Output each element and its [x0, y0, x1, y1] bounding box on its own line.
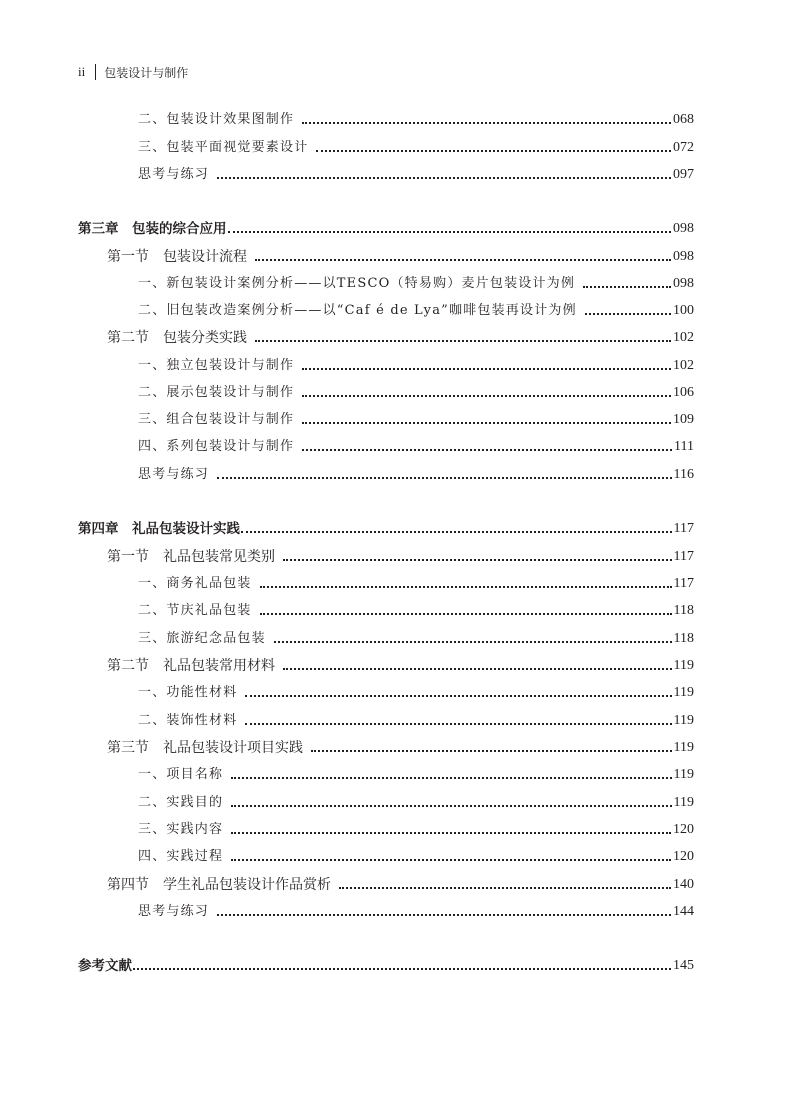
- toc-item-entry[interactable]: [138, 766, 694, 784]
- toc-entry-title: 一、新包装设计案例分析——以TESCO（特易购）麦片包装设计为例: [138, 276, 576, 291]
- dot-leader: [260, 586, 672, 588]
- dot-leader: [302, 368, 671, 370]
- toc-entry-title: 第三章 包装的综合应用: [78, 221, 227, 237]
- toc-entry-title: 思考与练习: [138, 167, 210, 182]
- toc-section-entry[interactable]: [107, 248, 694, 266]
- dot-leader: [231, 859, 671, 861]
- dot-leader: [283, 668, 672, 670]
- dot-leader: [316, 150, 671, 152]
- toc-entry-title: 参考文献: [78, 958, 132, 974]
- toc-item-entry[interactable]: [138, 575, 694, 593]
- toc-entry-title: 三、组合包装设计与制作: [138, 412, 295, 427]
- dot-leader: [260, 613, 672, 615]
- toc-item-entry[interactable]: [138, 466, 694, 484]
- toc-entry-title: 四、实践过程: [138, 849, 224, 864]
- dot-leader: [231, 777, 671, 779]
- toc-chapter-entry[interactable]: [78, 520, 694, 538]
- dot-leader: [217, 177, 671, 179]
- toc-item-entry[interactable]: [138, 602, 694, 620]
- header-book-title: 包装设计与制作: [104, 65, 189, 80]
- toc-item-entry[interactable]: [138, 275, 694, 293]
- dot-leader: [217, 477, 672, 479]
- toc-entry-page-number: 068: [673, 112, 694, 127]
- toc-item-entry[interactable]: [138, 357, 694, 375]
- toc-entry-page-number: 102: [673, 330, 694, 345]
- dot-leader: [302, 122, 671, 124]
- toc-entry-page-number: 119: [673, 795, 694, 810]
- toc-entry-page-number: 120: [673, 822, 694, 837]
- toc-entry-page-number: 098: [673, 249, 694, 264]
- toc-entry-page-number: 140: [673, 877, 694, 892]
- toc-entry-page-number: 098: [673, 221, 694, 236]
- toc-item-entry[interactable]: [138, 438, 694, 456]
- dot-leader: [245, 695, 671, 697]
- dot-leader: [583, 286, 671, 288]
- dot-leader: [302, 395, 671, 397]
- toc-entry-title: 第二节 包装分类实践: [107, 330, 247, 346]
- toc-entry-title: 第一节 包装设计流程: [107, 249, 247, 265]
- dot-leader: [255, 259, 671, 261]
- toc-section-entry[interactable]: [107, 548, 694, 566]
- toc-chapter-entry[interactable]: [78, 957, 694, 975]
- toc-entry-title: 第四章 礼品包装设计实践: [78, 521, 240, 537]
- toc-entry-page-number: 102: [673, 358, 694, 373]
- toc-entry-page-number: 097: [673, 167, 694, 182]
- toc-item-entry[interactable]: [138, 684, 694, 702]
- toc-section-entry[interactable]: [107, 739, 694, 757]
- toc-entry-page-number: 117: [673, 576, 694, 591]
- toc-entry-page-number: 098: [673, 276, 694, 291]
- toc-section-entry[interactable]: [107, 876, 694, 894]
- toc-entry-page-number: 111: [674, 439, 694, 454]
- toc-item-entry[interactable]: [138, 384, 694, 402]
- toc-entry-title: 二、包装设计效果图制作: [138, 112, 295, 127]
- header-page-number: ii: [78, 64, 86, 79]
- toc-entry-page-number: 119: [673, 685, 694, 700]
- dot-leader: [339, 887, 671, 889]
- toc-entry-page-number: 106: [673, 385, 694, 400]
- toc-item-entry[interactable]: [138, 411, 694, 429]
- toc-item-entry[interactable]: [138, 903, 694, 921]
- toc-item-entry[interactable]: [138, 630, 694, 648]
- toc-item-entry[interactable]: [138, 139, 694, 157]
- toc-entry-title: 三、实践内容: [138, 822, 224, 837]
- toc-entry-page-number: 120: [673, 849, 694, 864]
- toc-entry-page-number: 119: [673, 740, 694, 755]
- toc-item-entry[interactable]: [138, 111, 694, 129]
- toc-entry-page-number: 119: [673, 767, 694, 782]
- toc-section-entry[interactable]: [107, 657, 694, 675]
- toc-entry-title: 第三节 礼品包装设计项目实践: [107, 740, 303, 756]
- toc-item-entry[interactable]: [138, 712, 694, 730]
- toc-entry-title: 四、系列包装设计与制作: [138, 439, 295, 454]
- dot-leader: [241, 531, 672, 533]
- toc-entry-page-number: 119: [673, 713, 694, 728]
- dot-leader: [228, 231, 672, 233]
- dot-leader: [302, 449, 672, 451]
- dot-leader: [283, 559, 672, 561]
- toc-entry-title: 三、包装平面视觉要素设计: [138, 140, 309, 155]
- toc-entry-title: 思考与练习: [138, 904, 210, 919]
- toc-entry-title: 第二节 礼品包装常用材料: [107, 658, 275, 674]
- dot-leader: [311, 750, 672, 752]
- dot-leader: [133, 968, 671, 970]
- toc-entry-page-number: 145: [673, 958, 694, 973]
- header-divider: [95, 64, 96, 80]
- toc-entry-title: 一、功能性材料: [138, 685, 238, 700]
- toc-entry-title: 二、实践目的: [138, 795, 224, 810]
- dot-leader: [217, 914, 671, 916]
- dot-leader: [274, 641, 672, 643]
- toc-entry-title: 二、展示包装设计与制作: [138, 385, 295, 400]
- toc-entry-page-number: 116: [673, 467, 694, 482]
- toc-entry-title: 三、旅游纪念品包装: [138, 631, 266, 646]
- toc-item-entry[interactable]: [138, 302, 694, 320]
- dot-leader: [231, 832, 671, 834]
- toc-entry-title: 二、装饰性材料: [138, 713, 238, 728]
- toc-entry-page-number: 144: [673, 904, 694, 919]
- toc-entry-title: 二、节庆礼品包装: [138, 603, 252, 618]
- toc-entry-page-number: 119: [673, 658, 694, 673]
- dot-leader: [585, 313, 671, 315]
- toc-chapter-entry[interactable]: [78, 220, 694, 238]
- dot-leader: [231, 805, 671, 807]
- toc-entry-page-number: 118: [673, 603, 694, 618]
- toc-entry-title: 一、商务礼品包装: [138, 576, 252, 591]
- dot-leader: [255, 340, 671, 342]
- toc-item-entry[interactable]: [138, 848, 694, 866]
- toc-entry-title: 第四节 学生礼品包装设计作品赏析: [107, 877, 331, 893]
- toc-entry-title: 第一节 礼品包装常见类别: [107, 549, 275, 565]
- dot-leader: [302, 422, 671, 424]
- toc-item-entry[interactable]: [138, 821, 694, 839]
- toc-entry-title: 思考与练习: [138, 467, 210, 482]
- toc-entry-page-number: 117: [673, 549, 694, 564]
- toc-item-entry[interactable]: [138, 794, 694, 812]
- toc-entry-page-number: 117: [673, 521, 694, 536]
- toc-entry-page-number: 118: [673, 631, 694, 646]
- running-header: [78, 63, 188, 81]
- toc-entry-page-number: 100: [673, 303, 694, 318]
- toc-entry-page-number: 109: [673, 412, 694, 427]
- toc-entry-title: 一、项目名称: [138, 767, 224, 782]
- toc-entry-title: 一、独立包装设计与制作: [138, 358, 295, 373]
- toc-section-entry[interactable]: [107, 329, 694, 347]
- toc-item-entry[interactable]: [138, 166, 694, 184]
- toc-entry-page-number: 072: [673, 140, 694, 155]
- dot-leader: [245, 723, 671, 725]
- toc-entry-title: 二、旧包装改造案例分析——以“Caf é de Lya”咖啡包装再设计为例: [138, 303, 577, 318]
